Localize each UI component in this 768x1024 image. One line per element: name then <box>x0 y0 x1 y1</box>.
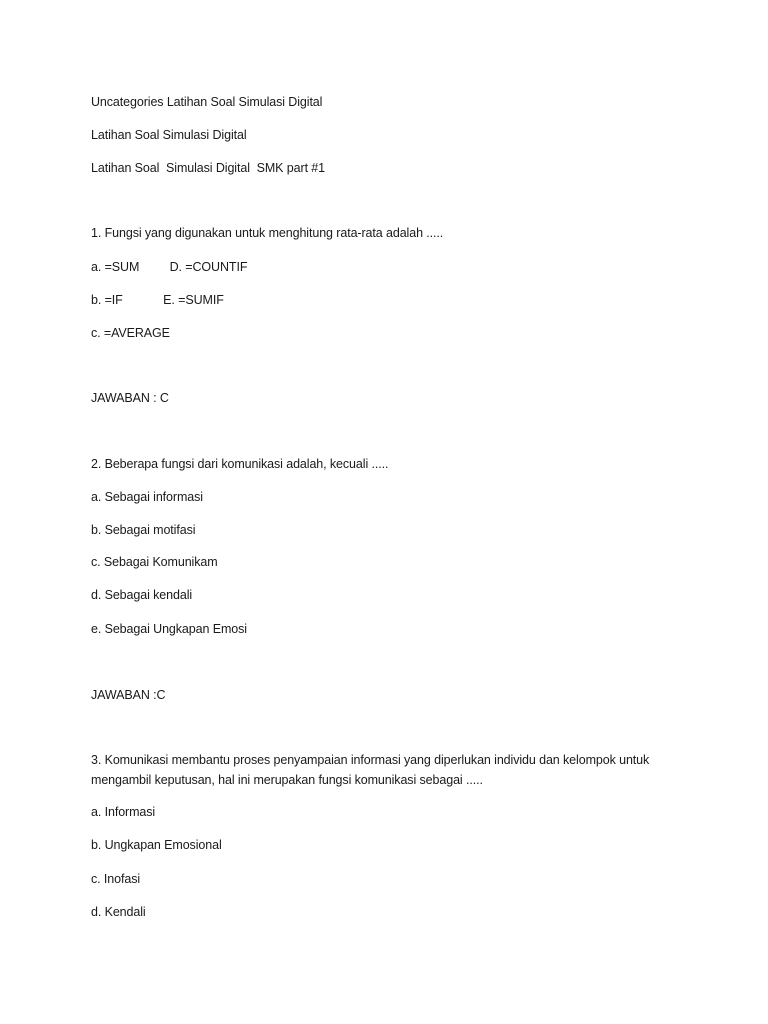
question-1-options-row-1: a. =SUM D. =COUNTIF <box>91 260 248 274</box>
question-2-option-d: d. Sebagai kendali <box>91 588 193 602</box>
question-3-option-b: b. Ungkapan Emosional <box>91 838 222 852</box>
question-2-option-a: a. Sebagai informasi <box>91 490 203 504</box>
question-1-options-row-3: c. =AVERAGE <box>91 326 170 340</box>
question-1-options-row-2: b. =IF E. =SUMIF <box>91 293 224 307</box>
question-2-option-c: c. Sebagai Komunikam <box>91 555 218 569</box>
question-3-option-d: d. Kendali <box>91 905 146 919</box>
question-3-option-c: c. Inofasi <box>91 872 141 886</box>
question-1: 1. Fungsi yang digunakan untuk menghitung rata-rata adalah ..... <box>91 226 444 240</box>
header-line-2: Latihan Soal Simulasi Digital <box>91 128 247 142</box>
header-line-3: Latihan Soal Simulasi Digital SMK part #1 <box>91 161 326 175</box>
header-line-1: Uncategories Latihan Soal Simulasi Digital <box>91 95 323 109</box>
question-2: 2. Beberapa fungsi dari komunikasi adalah, kecuali ..... <box>91 457 389 471</box>
question-3: 3. Komunikasi membantu proses penyampaian informasi yang diperlukan individu dan kelompok untuk mengambil keputusan, hal ini merupakan fungsi komunikasi sebagai ..... <box>91 753 650 787</box>
question-2-option-b: b. Sebagai motifasi <box>91 523 196 537</box>
question-1-answer: JAWABAN : C <box>91 391 169 405</box>
question-2-option-e: e. Sebagai Ungkapan Emosi <box>91 622 247 636</box>
question-2-answer: JAWABAN :C <box>91 688 166 702</box>
question-3-option-a: a. Informasi <box>91 805 156 819</box>
